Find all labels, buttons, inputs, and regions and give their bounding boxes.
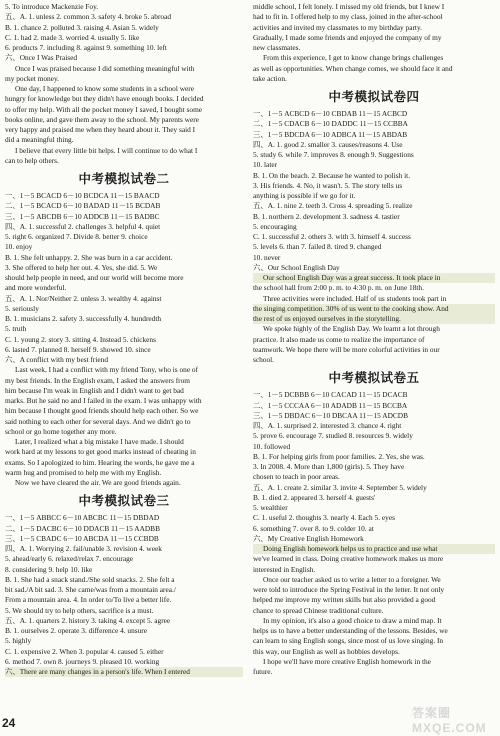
left-column	[5, 2, 243, 677]
text-line: 3. In 2008. 4. More than 1,800 (girls). 5. They have	[253, 462, 405, 471]
text-line: 五、A. 1. Nor/Neither 2. unless 3. wealthy 4. against	[5, 293, 162, 303]
text-line: 5. levels 6. than 7. failed 8. tired 9. changed	[253, 242, 382, 252]
text-line: school.	[253, 355, 275, 364]
text-line: take action.	[253, 73, 287, 83]
text-line: Once I was praised because I did something meaningful with	[15, 63, 195, 73]
text-line: 三、1－5 ABCDB 6－10 ADDCB 11－15 BADBC	[5, 211, 160, 221]
text-line: 6. method 7. own 8. journeys 9. pleased 10. working	[5, 656, 160, 666]
text-line: activities and invited my classmates to my birthday party.	[253, 22, 423, 32]
text-line: Last week, I had a conflict with my friend Tony, who is one of	[15, 365, 199, 375]
text-line: we've learned in class. Doing creative homework makes us more	[253, 554, 444, 564]
text-line: One day, I happened to know some students in a school were	[15, 84, 194, 93]
text-line: this way, our English as well as hobbies develops.	[253, 646, 400, 656]
text-line: hungry for knowledge but they didn't have enough books. I decided	[5, 94, 204, 104]
text-line: 六、There are many changes in a person's life. When I entered	[5, 667, 243, 677]
text-line: 四、A. 1. surprised 2. interested 3. chance 4. right	[253, 421, 402, 430]
text-line: 三、1－5 DBDAC 6－10 DBCAA 11－15 ADCDB	[253, 410, 408, 420]
text-line: work hard at my lessons to get good marks instead of cheating in	[5, 447, 196, 457]
text-line: and more wonderful.	[5, 283, 67, 293]
text-line: I believe that every little bit helps. I will continue to do what I	[15, 145, 198, 155]
text-line: new classmates.	[253, 43, 301, 52]
text-line: 8. considering 9. help 10. like	[5, 564, 93, 574]
text-line: were told to introduce the Spring Festival in the letter. It not only	[253, 585, 445, 594]
text-line: Three activities were included. Half of us students took part in	[263, 293, 447, 303]
text-line: C. 1. young 2. story 3. sitting 4. Instead 5. chickens	[5, 334, 156, 344]
text-line: 五、A. 1. create 2. similar 3. invite 4. September 5. widely	[253, 482, 427, 492]
text-line: 5. prove 6. encourage 7. studied 8. resources 9. widely	[253, 431, 413, 441]
watermark-logo: 答案圈 MXQE.COM	[412, 705, 487, 735]
text-line: helps us to have a better understanding of the lessons. Besides, we	[253, 626, 448, 635]
text-line: C. 1. had 2. made 3. worried 4. usually 5. like	[5, 32, 140, 42]
text-line: chance to spread Chinese traditional culture.	[253, 605, 384, 615]
text-line: 5. encouraging	[253, 221, 297, 231]
text-line: Gradually, I made some friends and enjoyed the company of my	[253, 32, 442, 42]
text-line: 5. study 6. while 7. improves 8. enough 9. Suggestions	[253, 150, 414, 159]
text-line: 5. truth	[5, 324, 27, 334]
text-line: 六、Our School English Day	[253, 262, 340, 272]
text-line: middle school, I felt lonely. I missed my old friends, but I knew I	[253, 2, 445, 11]
page-number: 24	[2, 716, 16, 730]
text-line: 四、A. 1. Worrying 2. fail/unable 3. revision 4. week	[5, 544, 162, 553]
section-heading: 中考模拟试卷二	[78, 172, 170, 186]
text-line: 六、My Creative English Homework	[253, 533, 364, 543]
text-line: B. 1. ourselves 2. operate 3. difference 4. unsure	[5, 626, 148, 635]
text-line: From a mountain area. 4. In order to/To live a better life.	[5, 595, 172, 605]
text-line: Later, I realized what a big mistake I have made. I should	[15, 437, 184, 446]
text-line: B. 1. musicians 2. safety 3. successfully 4. hundredth	[5, 314, 162, 323]
text-line: 一、1－5 BCACD 6－10 BCDCA 11－15 BAACD	[5, 191, 160, 200]
right-column	[253, 2, 495, 677]
text-line: 四、A. 1. successful 2. challenges 3. helpful 4. quiet	[5, 221, 161, 231]
text-line: him because I'm weak in English and I didn't want to get bad	[5, 385, 184, 395]
text-line: 5. ahead/early 6. relaxed/relax 7. encourage	[5, 554, 134, 564]
text-line: We spoke highly of the English Day. We learnt a lot through	[263, 324, 440, 334]
text-line: In my opinion, it's also a good choice to draw a mind map. It	[263, 615, 442, 625]
text-line: 一、1－5 DCBBB 6－10 CACAD 11－15 DCACB	[253, 390, 408, 400]
text-line: 6. something 7. over 8. to 9. colder 10. at	[253, 523, 374, 533]
section-heading: 中考模拟试卷四	[328, 90, 420, 104]
text-line: my best friends. In the English exam, I asked the answers from	[5, 375, 190, 385]
text-line: 5. We should try to help others, sacrifice is a must.	[5, 605, 154, 615]
text-line: my pocket money.	[5, 73, 59, 83]
section-heading: 中考模拟试卷三	[78, 494, 170, 509]
text-line: 六、A conflict with my best friend	[5, 355, 108, 364]
text-line: Once our teacher asked us to write a letter to a foreigner. We	[263, 574, 441, 584]
text-line: him because I thought good friends should help each other. So we	[5, 406, 199, 416]
text-line: the singing competition. 30% of us went to the cooking show. And	[253, 304, 495, 314]
text-line: to offer my help. With all the pocket money I saved, I bought some	[5, 104, 203, 114]
text-line: From this experience, I get to know change brings challenges	[263, 53, 444, 63]
text-line: 一、1－5 ABBCC 6－10 ABCBC 11－15 DBDAD	[5, 513, 160, 523]
text-line: warm hug and promised to help me with my English.	[5, 467, 162, 477]
text-line: can to help others.	[5, 155, 59, 165]
text-line: helped me improve my written skills but also provided a good	[253, 595, 436, 605]
text-line: 10. later	[253, 160, 278, 170]
text-line: Doing English homework helps us to practice and use what	[253, 544, 495, 554]
text-line: marks. But he said no and I failed in the exam. I was unhappy with	[5, 396, 202, 405]
text-line: C. 1. expensive 2. When 3. popular 4. caused 5. either	[5, 646, 164, 656]
text-line: Our school English Day was a great success. It took place in	[253, 273, 495, 283]
text-line: 5. right 6. organized 7. Divide 8. better 9. choice	[5, 232, 148, 241]
text-line: school or go home together any more.	[5, 426, 117, 436]
text-line: B. 1. She felt unhappy. 2. She was burn in a car accident.	[5, 252, 173, 262]
text-line: 3. She offered to help her out. 4. Yes, she did. 5. We	[5, 262, 158, 272]
text-line: 二、1－5 CDACB 6－10 DADDC 11－15 CCBBA	[253, 119, 408, 129]
text-line: 二、1－5 CCCAA 6－10 ADADB 11－15 BCCBA	[253, 400, 408, 410]
text-line: chosen to teach in poor areas.	[253, 472, 340, 482]
text-line: the school hall from 2:00 p. m. to 4:30 p. m. on June 18th.	[253, 283, 424, 293]
text-line: 三、1－5 CBADC 6－10 ABCDA 11－15 CCBDB	[5, 533, 159, 543]
text-line: B. 1. On the beach. 2. Because he wanted to polish it.	[253, 170, 411, 180]
text-line: I hope we'll have more creative English homework in the	[263, 656, 431, 666]
text-line: as well as opportunities. When change comes, we should face it and	[253, 63, 453, 73]
text-line: books online, and gave them away to the school. My parents were	[5, 114, 199, 124]
text-line: 5. highly	[5, 636, 32, 646]
text-line: 一、1－5 ACBCD 6－10 CBDAB 11－15 ACBCD	[253, 109, 408, 118]
text-line: C. 1. successful 2. others 3. with 3. himself 4. success	[253, 232, 411, 241]
text-line: practice. It also made us come to realize the importance of	[253, 334, 425, 344]
text-line: Now we have cleared the air. We are good friends again.	[15, 478, 181, 487]
text-line: 3. His friends. 4. No, it wasn't. 5. The story tells us	[253, 180, 403, 190]
text-line: C. 1. useful 2. thoughts 3. nearly 4. Each 5. eyes	[253, 513, 395, 523]
text-line: future.	[253, 667, 273, 676]
text-line: said nothing to each other for several days. And we didn't go to	[5, 416, 191, 426]
text-line: teamwork. We hope there will be more colorful activities in our	[253, 344, 440, 354]
text-line: should help people in need, and our world will become more	[5, 273, 184, 282]
text-line: had to fit in. I offered help to my class, joined in the after-school	[253, 12, 443, 22]
text-line: 10. never	[253, 252, 281, 262]
text-line: 10. followed	[253, 441, 291, 451]
text-line: 五、A. 1. quarters 2. history 3. taking 4. except 5. agree	[5, 615, 171, 625]
text-line: B. 1. For helping girls from poor families. 2. Yes, she was.	[253, 451, 425, 461]
text-line: 三、1－5 BDCDA 6－10 ADBCA 11－15 ABDAB	[253, 129, 408, 139]
text-line: 二、1－5 DACBC 6－10 DDACB 11－15 AADBB	[5, 523, 160, 533]
text-line: B. 1. northern 2. development 3. sadness 4. tastier	[253, 211, 400, 221]
section-heading: 中考模拟试卷五	[328, 371, 420, 386]
text-line: 5. To introduce Mackenzie Foy.	[5, 2, 99, 11]
text-line: 5. wealthier	[253, 503, 288, 512]
text-line: 六、Once I Was Praised	[5, 53, 78, 63]
text-line: 10. enjoy	[5, 242, 33, 252]
text-line: very happy and praised me when they heard about it. They said I	[5, 125, 196, 134]
text-line: 五、A. 1. nine 2. teeth 3. Cross 4. spreading 5. realize	[253, 201, 413, 211]
text-line: anything is possible if we go for it.	[253, 191, 356, 200]
text-line: B. 1. died 2. appeared 3. herself 4. guests'	[253, 492, 376, 502]
text-line: can learn to sing English songs, since most of us love singing. In	[253, 636, 444, 646]
text-line: bit sad./A bit sad. 3. She came/was from a mountain area./	[5, 585, 176, 594]
text-line: B. 1. She had a snack stand./She sold snacks. 2. She felt a	[5, 574, 175, 584]
text-line: interested in English.	[253, 564, 316, 574]
text-line: 5. seriously	[5, 303, 39, 313]
text-line: 6. products 7. including 8. against 9. something 10. left	[5, 43, 167, 52]
text-line: B. 1. chance 2. polluted 3. raising 4. Asian 5. widely	[5, 22, 159, 32]
text-line: exams. So I apologized to him. Hearing the words, he gave me a	[5, 457, 195, 467]
text-line: did a meaningful thing.	[5, 135, 74, 145]
text-line: the rest of us enjoyed ourselves in the storytelling.	[253, 314, 495, 324]
text-line: 二、1－5 BCACD 6－10 BADAD 11－15 BCDAB	[5, 201, 161, 211]
text-line: 五、A. 1. unless 2. common 3. safety 4. broke 5. abroad	[5, 12, 172, 22]
text-line: 6. lasted 7. planned 8. herself 9. showed 10. since	[5, 344, 151, 354]
text-line: 四、A. 1. good 2. smaller 3. causes/reasons 4. Use	[253, 139, 403, 149]
